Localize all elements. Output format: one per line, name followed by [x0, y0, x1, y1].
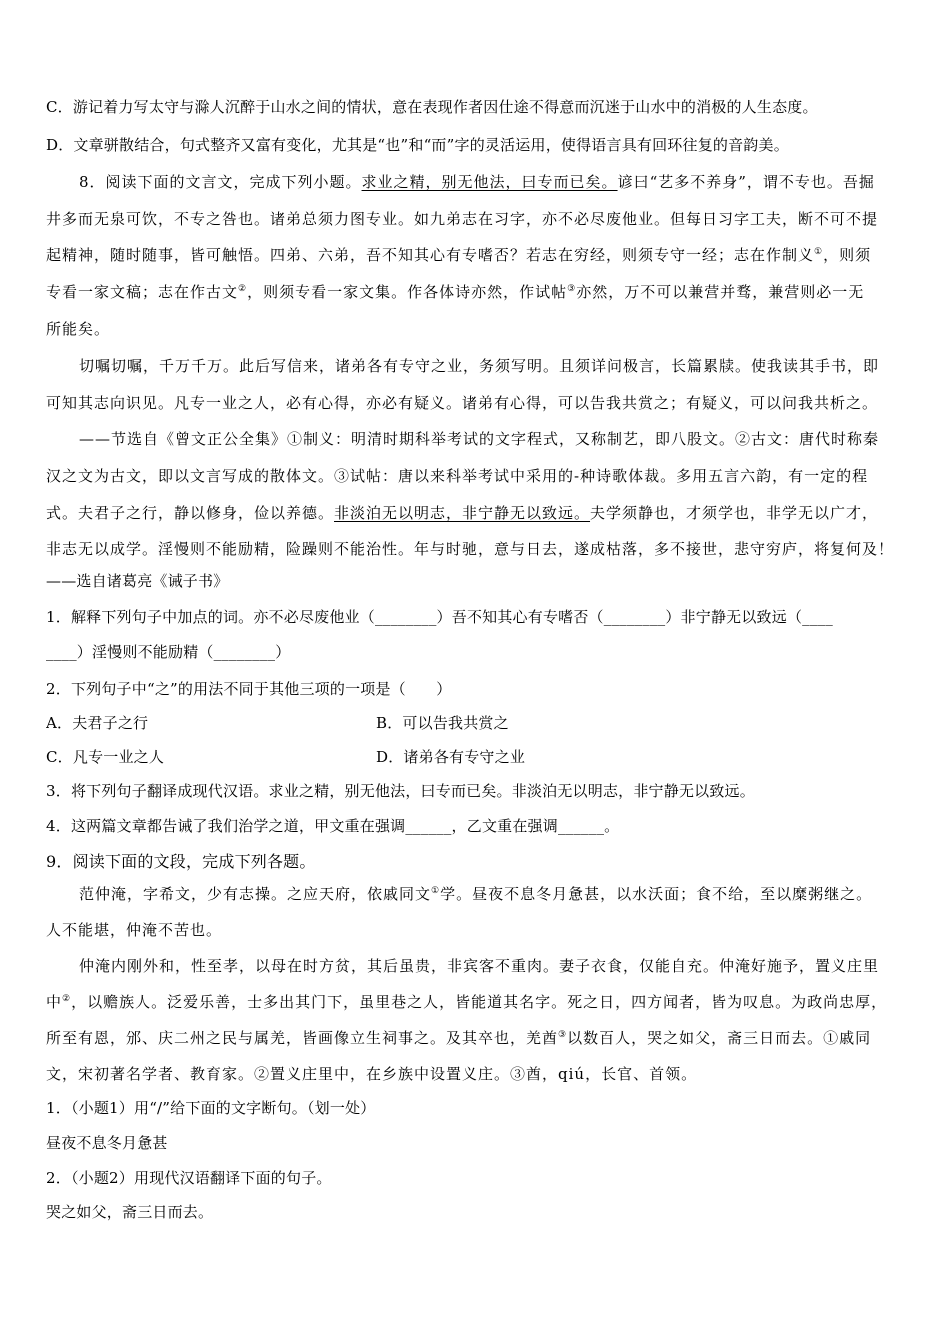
- q9-p2-b2: ，以赡族人。泛爱乐善，士多出其门下，虽里巷之人，皆能道其名字。死之日，四方闻者，皆为叹息。为政尚忠厚，: [71, 993, 888, 1011]
- passage-b-source: ——选自诸葛亮《诫子书》: [46, 572, 229, 590]
- q9-p2-line3: [46, 1027, 871, 1048]
- q9-p2-c2: 以数百人，哭之如父，斋三日而去。①戚同: [567, 1029, 872, 1047]
- q8-intro-text: 8．阅读下面的文言文，完成下列小题。: [79, 173, 362, 191]
- q8-p2-line2: 可知其志向识见。凡专一业之人，必有心得，亦必有疑义。诸弟有心得，可以告我共赏之；有疑义，可以问我共析之。: [46, 394, 879, 412]
- q8-p1-d2: ，则须专看一家文集。作各体诗亦然，作试帖: [247, 283, 568, 301]
- q9-p1-a1: 范仲淹，字希文，少有志操。之应天府，依戚同文: [79, 885, 432, 903]
- subq2-options-row1: [46, 712, 706, 733]
- option-b: B．可以告我共赏之: [376, 714, 509, 732]
- subq1-line1: 1．解释下列句子中加点的词。亦不必尽废他业（________）吾不知其心有专嗜否（________）非宁静无以致远（____: [46, 608, 833, 626]
- q9-subq2-text: 哭之如父，斋三日而去。: [46, 1203, 214, 1221]
- q9-p2-c: 所至有恩，邠、庆二州之民与属羌，皆画像立生祠事之。及其卒也，羌酋: [46, 1029, 559, 1047]
- passage-b-cont: 夫学须静也，才须学也，非学无以广才，: [590, 504, 879, 522]
- subq1-line2: ____）淫慢则不能励精（________）: [46, 643, 291, 661]
- q8-p1-c-end: ，则须: [823, 246, 872, 264]
- q8-p1-line4: [46, 281, 864, 302]
- underlined-sentence-2: 非淡泊无以明志，非宁静无以致远。: [334, 504, 591, 522]
- q9-p2-line1: 仲淹内刚外和，性至孝，以母在时方贫，其后虽贵，非宾客不重肉。妻子衣食，仅能自充。仲淹好施予，置义庄里: [79, 957, 880, 975]
- q9-p1-line2: 人不能堪，仲淹不苦也。: [46, 921, 223, 939]
- q8-p1-d1: 专看一家文稿；志在作古文: [46, 283, 239, 301]
- q8-note-line1: ——节选自《曾文正公全集》①制义：明清时期科举考试的文字程式，又称制艺，即八股文。②古文：唐代时称秦: [79, 430, 880, 448]
- subq3: 3．将下列句子翻译成现代汉语。求业之精，别无他法，曰专而已矣。非淡泊无以明志，非宁静无以致远。: [46, 782, 755, 800]
- option-d: D．诸弟各有专守之业: [376, 748, 526, 766]
- option-c: C．凡专一业之人: [46, 748, 165, 766]
- q9-subq2: 2．（小题2）用现代汉语翻译下面的句子。: [46, 1169, 332, 1187]
- option-c-line: C．游记着力写太守与滁人沉醉于山水之间的情状，意在表现作者因仕途不得意而沉迷于山水中的消极的人生态度。: [46, 98, 818, 116]
- subq2: 2．下列句子中“之”的用法不同于其他三项的一项是（ ）: [46, 680, 452, 698]
- q8-note-line3: [46, 502, 878, 523]
- q8-p1-d3: 亦然，万不可以兼营并骛，兼营则必一无: [576, 283, 865, 301]
- q9-p1-line1: [46, 883, 872, 904]
- q9-title: 9．阅读下面的文段，完成下列各题。: [46, 852, 316, 871]
- underlined-sentence-1: 求业之精，别无他法，曰专而已矣。: [361, 173, 618, 191]
- note-marker: ③: [558, 1030, 568, 1040]
- q8-p1-line2: 井多而无泉可饮，不专之咎也。诸弟总须力图专业。如九弟志在习字，亦不必尽废他业。但每日习字工夫，断不可不提: [46, 210, 879, 228]
- q9-p2-line4: 文，宋初著名学者、教育家。②置义庄里中，在乡族中设置义庄。③酋，qiú，长官、首领。: [46, 1065, 698, 1083]
- subq2-options-row2: [46, 746, 706, 767]
- q8-passage-b-line2: 非志无以成学。淫慢则不能励精，险躁则不能治性。年与时驰，意与日去，遂成枯落，多不接世，悲守穷庐，将复何及！: [46, 540, 895, 558]
- note-marker: ②: [62, 994, 72, 1004]
- note-marker: ①: [431, 886, 441, 896]
- q8-p1-line5: 所能矣。: [46, 320, 111, 338]
- q8-p1-c: 起精神，随时随事，皆可触悟。四弟、六弟，吾不知其心有专嗜否？若志在穷经，则须专守一经；志在作制义: [46, 246, 815, 264]
- q9-p2-line2: [46, 991, 887, 1012]
- q8-intro: [46, 171, 875, 192]
- note-marker: ①: [814, 247, 824, 257]
- q8-p1-a: 谚曰“艺多不养身”，谓不专也。吾掘: [617, 173, 875, 191]
- q9-subq1-text: 昼夜不息冬月惫甚: [46, 1134, 168, 1152]
- subq4: 4．这两篇文章都告诫了我们治学之道，甲文重在强调______，乙文重在强调______。: [46, 817, 620, 835]
- note-marker: ②: [238, 284, 248, 294]
- option-d-line: D．文章骈散结合，句式整齐又富有变化，尤其是“也”和“而”字的灵活运用，使得语言具有回环往复的音韵美。: [46, 136, 789, 154]
- q8-p1-line3: [46, 244, 871, 265]
- passage-b-start: 式。夫君子之行，静以修身，俭以养德。: [46, 504, 335, 522]
- q9-subq1: 1．（小题1）用“/”给下面的文字断句。（划一处）: [46, 1099, 376, 1117]
- q9-p1-a2: 学。昼夜不息冬月惫甚，以水沃面；食不给，至以糜粥继之。: [440, 885, 873, 903]
- q8-p2-line1: 切嘱切嘱，千万千万。此后写信来，诸弟各有专守之业，务须写明。且须详问极言，长篇累牍。使我读其手书，即: [79, 357, 880, 375]
- note-marker: ③: [567, 284, 577, 294]
- q9-p2-b1: 中: [46, 993, 63, 1011]
- q8-note-line2: 汉之文为古文，即以文言写成的散体文。③试帖：唐以来科举考试中采用的-种诗歌体裁。多用五言六韵，有一定的程: [46, 467, 869, 485]
- option-a: A．夫君子之行: [46, 714, 149, 732]
